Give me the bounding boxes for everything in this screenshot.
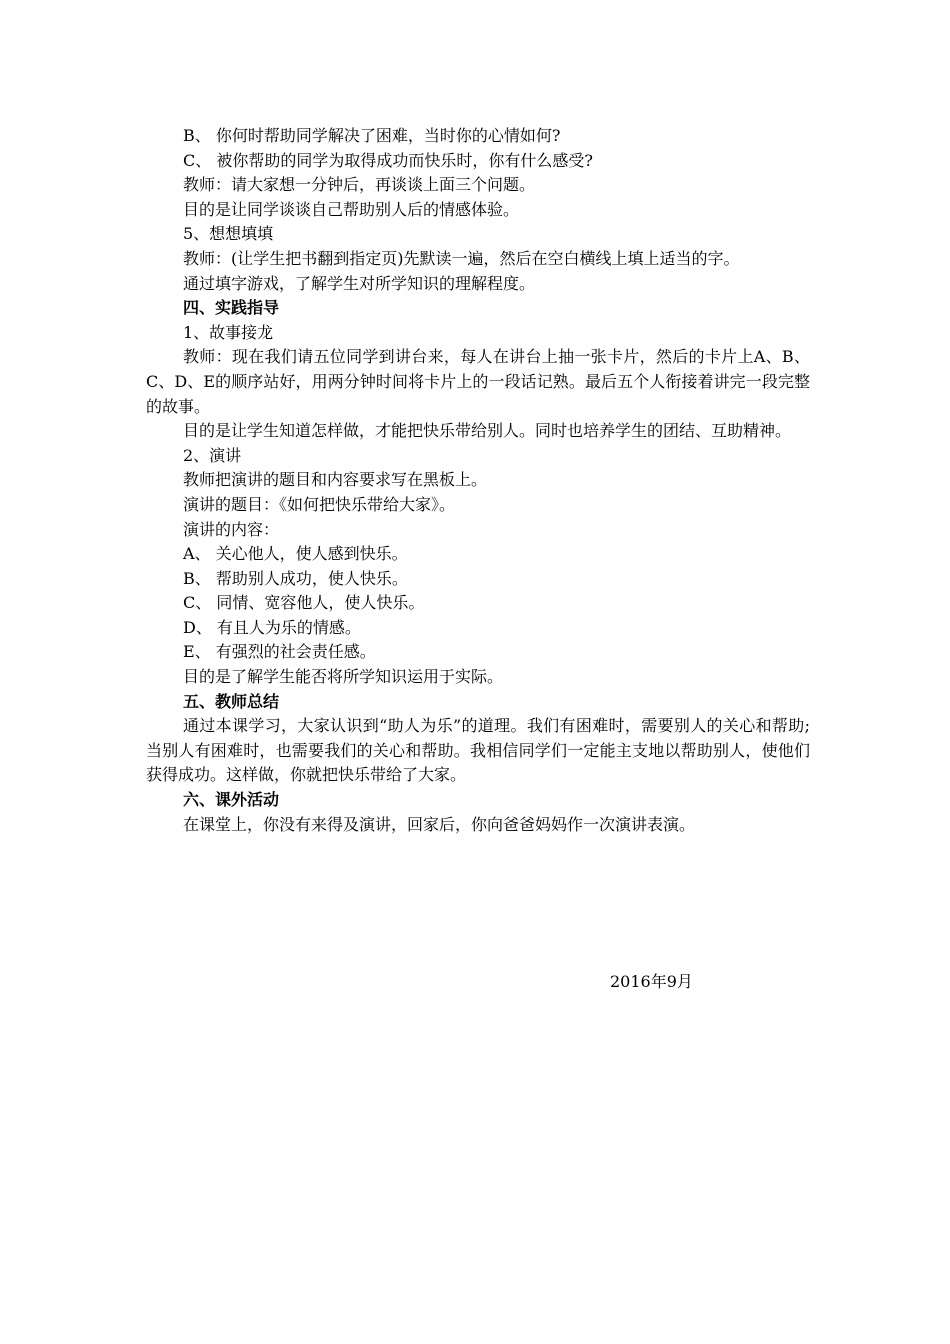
speech-item-c: C、 同情、宽容他人，使人快乐。 bbox=[183, 593, 425, 613]
teacher-instruction: 教师：请大家想一分钟后，再谈谈上面三个问题。 bbox=[183, 175, 536, 195]
purpose-text: 目的是让学生知道怎样做，才能把快乐带给别人。同时也培养学生的团结、互助精神。 bbox=[183, 421, 792, 441]
activity-2-title: 2、演讲 bbox=[183, 445, 242, 465]
speech-content-label: 演讲的内容： bbox=[183, 519, 280, 539]
extracurricular-text: 在课堂上，你没有来得及演讲，回家后，你向爸爸妈妈作一次演讲表演。 bbox=[183, 814, 696, 834]
document-date: 2016年9月 bbox=[610, 972, 693, 991]
activity-5-title: 5、想想填填 bbox=[183, 224, 274, 244]
purpose-text: 通过填字游戏，了解学生对所学知识的理解程度。 bbox=[183, 273, 536, 293]
activity-1-title: 1、故事接龙 bbox=[183, 322, 274, 342]
speech-item-e: E、 有强烈的社会责任感。 bbox=[183, 642, 376, 662]
teacher-instruction: 教师：(让学生把书翻到指定页)先默读一遍，然后在空白横线上填上适当的字。 bbox=[183, 248, 740, 268]
purpose-text: 目的是让同学谈谈自己帮助别人后的情感体验。 bbox=[183, 199, 520, 219]
question-b: B、 你何时帮助同学解决了困难，当时你的心情如何? bbox=[183, 126, 561, 145]
section-heading-summary: 五、教师总结 bbox=[183, 691, 280, 711]
teacher-instruction: 教师：现在我们请五位同学到讲台来，每人在讲台上抽一张卡片，然后的卡片上A、B、C、D、E的顺序站好，用两分钟时间将卡片上的一段话记熟。最后五个人衔接着讲完一段完整的故事。 bbox=[146, 347, 810, 416]
section-heading-practice: 四、实践指导 bbox=[183, 298, 280, 318]
teacher-instruction: 教师把演讲的题目和内容要求写在黑板上。 bbox=[183, 470, 488, 490]
question-c: C、 被你帮助的同学为取得成功而快乐时，你有什么感受? bbox=[183, 150, 593, 170]
speech-item-b: B、 帮助别人成功，使人快乐。 bbox=[183, 568, 408, 588]
speech-item-a: A、 关心他人，使人感到快乐。 bbox=[183, 544, 408, 564]
speech-title: 演讲的题目：《如何把快乐带给大家》。 bbox=[183, 494, 456, 514]
document-body bbox=[146, 124, 810, 837]
speech-item-d: D、 有且人为乐的情感。 bbox=[183, 617, 361, 637]
summary-text: 通过本课学习，大家认识到“助人为乐”的道理。我们有困难时，需要别人的关心和帮助;当别人有困难时，也需要我们的关心和帮助。我相信同学们一定能主支地以帮助别人，使他们获得成功。这样做，你就把快乐带给了大家。 bbox=[146, 716, 810, 785]
purpose-text: 目的是了解学生能否将所学知识运用于实际。 bbox=[183, 667, 504, 687]
section-heading-extracurricular: 六、课外活动 bbox=[183, 790, 280, 810]
